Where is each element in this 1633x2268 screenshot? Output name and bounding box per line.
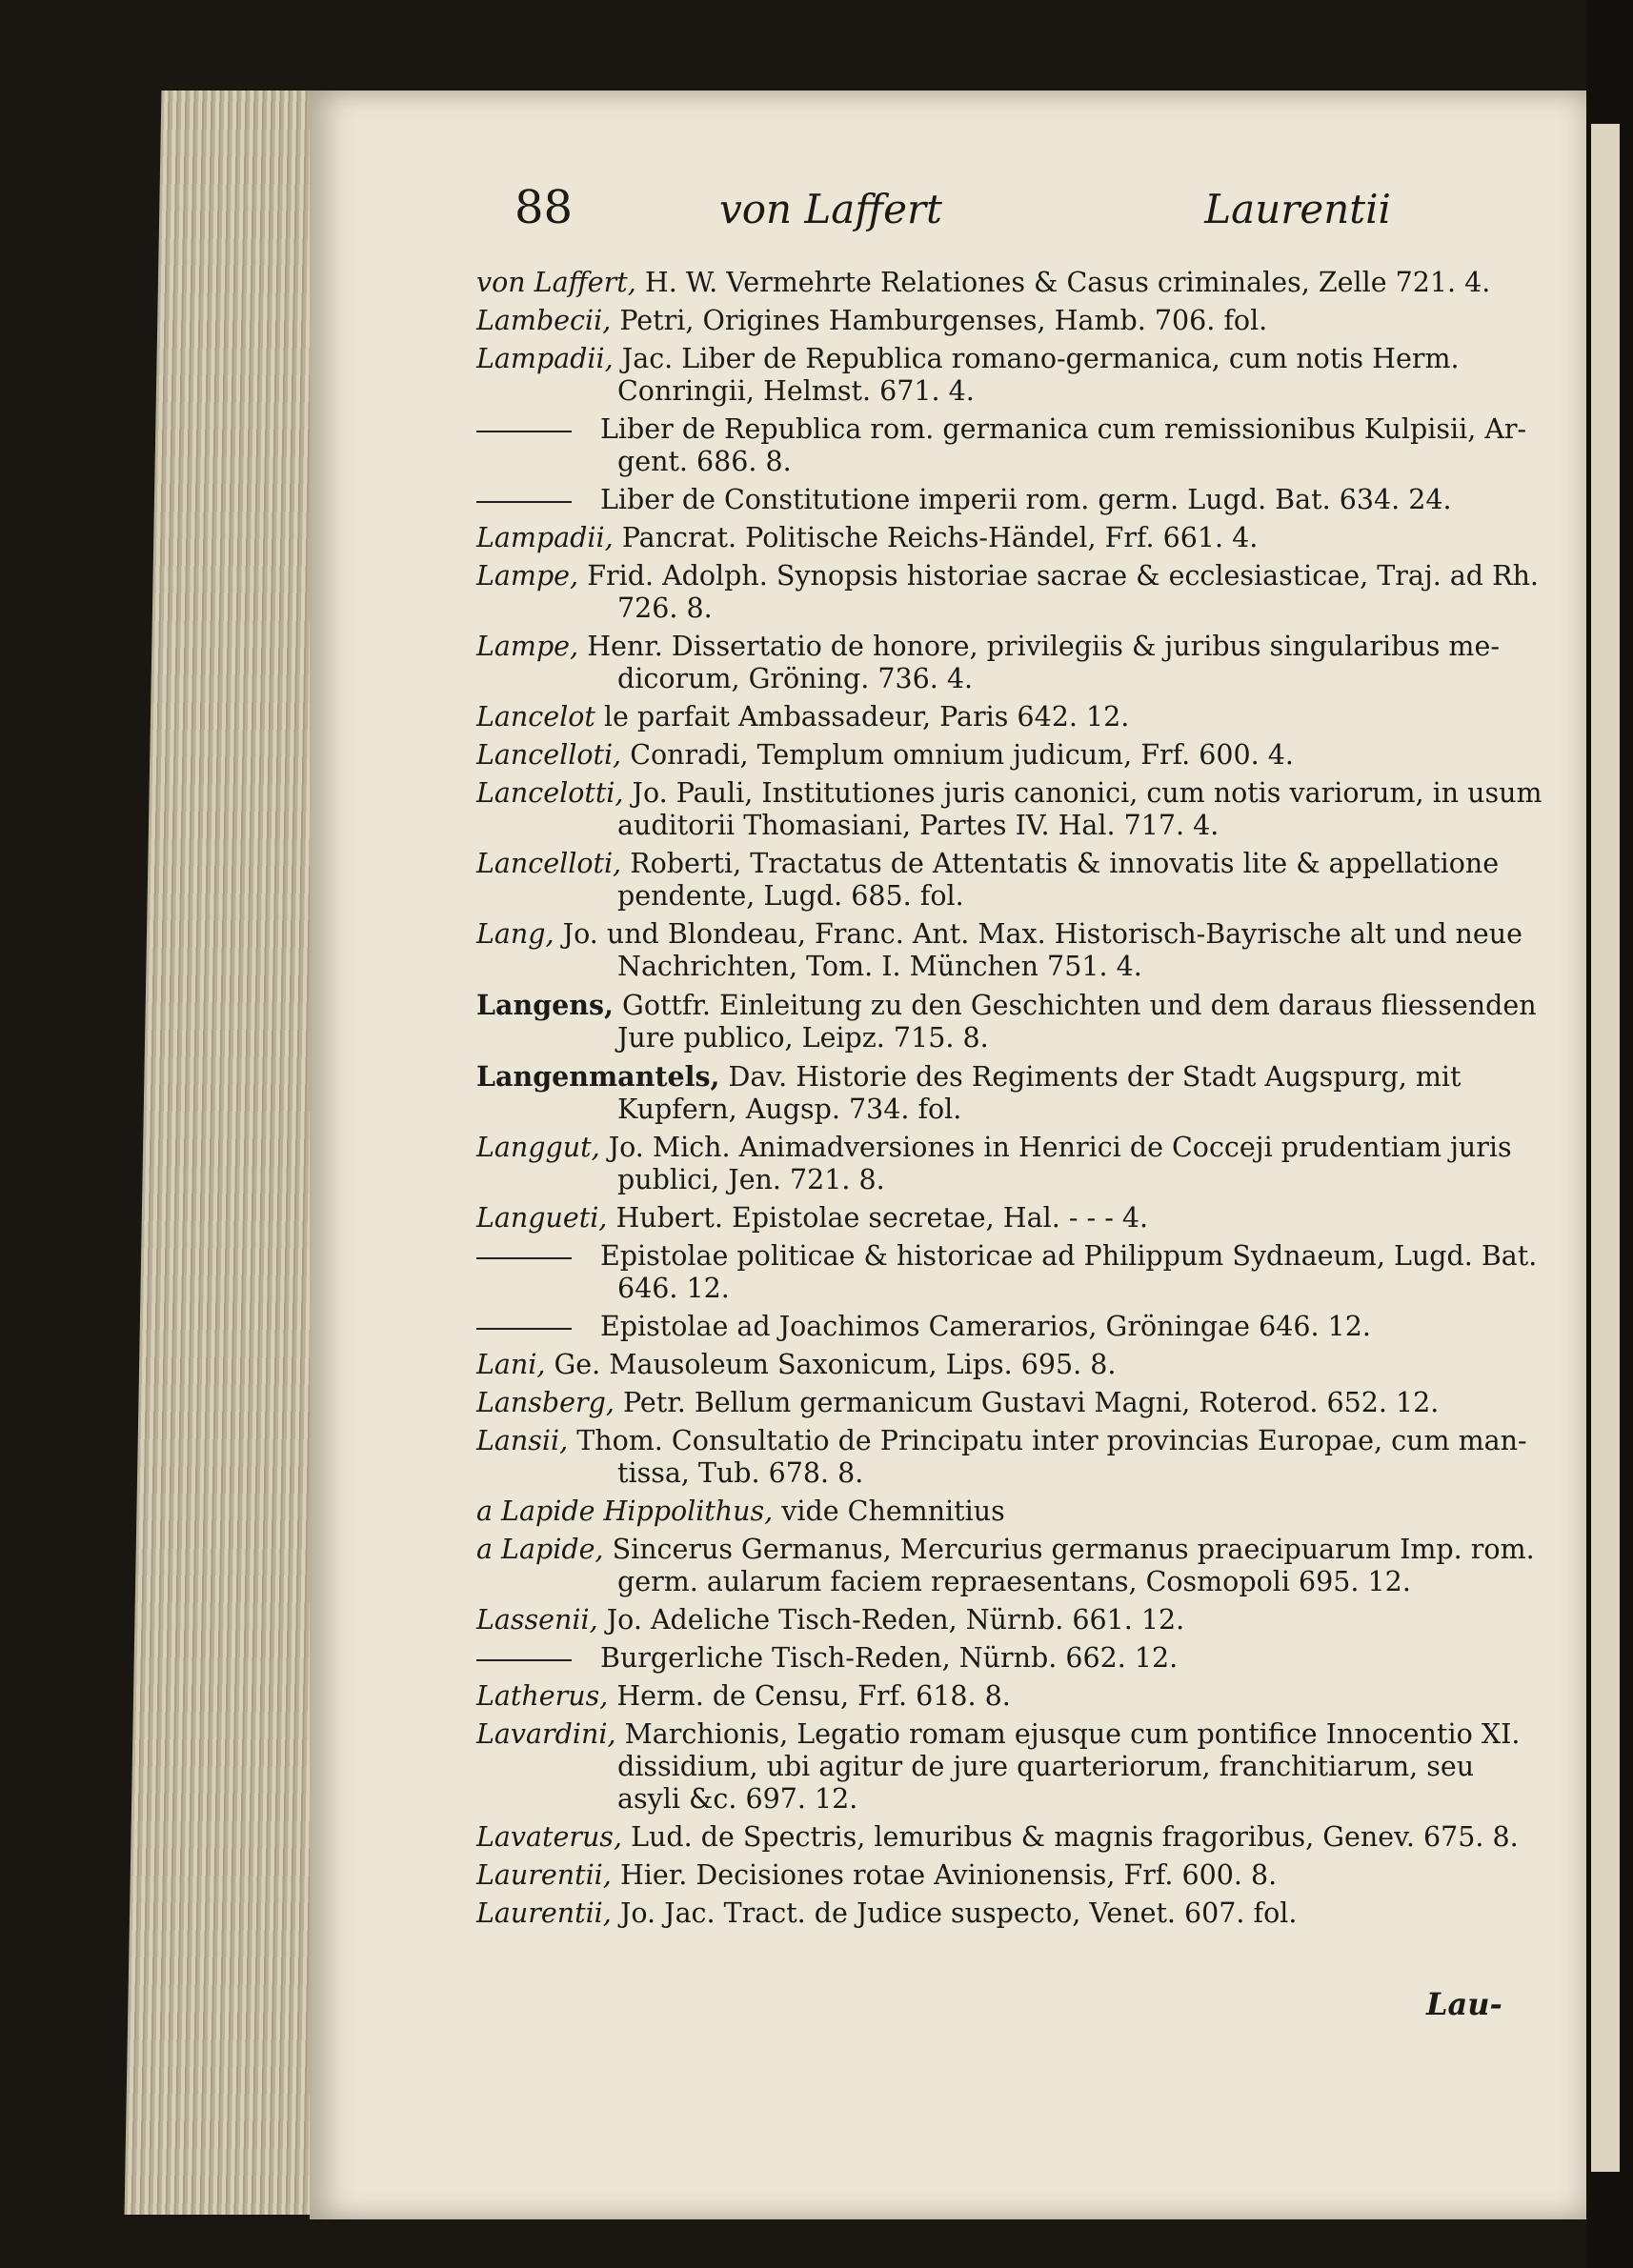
entry-author: Laurentii, [476, 1897, 612, 1929]
entry-author: Laurentii, [476, 1859, 612, 1891]
entry-text: dicorum, Gröning. 736. 4. [617, 663, 974, 694]
entry-author: Lambecii, [476, 305, 612, 336]
entry-line [476, 918, 1543, 951]
ditto-dash [476, 1257, 572, 1259]
entry-text: Conringii, Helmst. 671. 4. [617, 375, 975, 407]
ditto-dash [476, 1659, 572, 1661]
entry-line [476, 1859, 1543, 1892]
bibliography-entry [476, 1387, 1543, 1419]
bibliography-entry [476, 701, 1543, 733]
entry-text: Frid. Adolph. Synopsis historiae sacrae & ecclesiasticae, Traj. ad Rh. [587, 560, 1539, 592]
entry-line [476, 1897, 1543, 1930]
entry-author: Lani, [476, 1349, 546, 1380]
entry-text: Jo. und Blondeau, Franc. Ant. Max. Historisch-Bayrische alt und neue [562, 918, 1522, 950]
entry-text: Henr. Dissertatio de honore, privilegiis & juribus singularibus me- [587, 631, 1500, 662]
entry-author: Langgut, [476, 1132, 600, 1163]
bibliography-entry [476, 1311, 1543, 1343]
entry-text: Marchionis, Legatio romam ejusque cum pontifice Innocentio XI. [624, 1718, 1521, 1750]
bibliography-entry [476, 1680, 1543, 1713]
entry-text: Thom. Consultatio de Principatu inter provincias Europae, cum man- [576, 1425, 1527, 1456]
bibliography-entry [476, 1202, 1543, 1234]
bibliography-entry [476, 631, 1543, 695]
catchword: Lau- [1426, 1986, 1502, 2022]
entry-author: Langueti, [476, 1202, 608, 1234]
entry-text: Jo. Pauli, Institutiones juris canonici, cum notis variorum, in usum [632, 777, 1542, 809]
entry-line [476, 1132, 1543, 1164]
entry-text: auditorii Thomasiani, Partes IV. Hal. 717. 4. [617, 810, 1220, 841]
entry-author: Langens, [476, 989, 614, 1021]
entry-line [476, 848, 1543, 880]
bibliography-entry [476, 777, 1543, 842]
entry-text: publici, Jen. 721. 8. [617, 1164, 885, 1195]
entry-author: Lampe, [476, 560, 579, 592]
entry-text: dissidium, ubi agitur de jure quarteriorum, franchitiarum, seu [617, 1751, 1475, 1782]
bibliography-entry [476, 848, 1543, 913]
entry-line [476, 1022, 1543, 1054]
entry-text: H. W. Vermehrte Relationes & Casus criminales, Zelle 721. 4. [644, 267, 1491, 298]
bibliography-entry [476, 989, 1543, 1054]
entry-author: von Laffert, [476, 267, 636, 298]
entry-text: Petr. Bellum germanicum Gustavi Magni, Roterod. 652. 12. [623, 1387, 1440, 1418]
entry-text: Gottfr. Einleitung zu den Geschichten und dem daraus fliessenden [622, 990, 1537, 1021]
entry-author: Lampadii, [476, 343, 614, 374]
bibliography-entries [476, 267, 1543, 1936]
bibliography-entry [476, 1060, 1543, 1126]
entry-text: Burgerliche Tisch-Reden, Nürnb. 662. 12. [600, 1642, 1179, 1674]
entry-text: germ. aularum faciem repraesentans, Cosmopoli 695. 12. [617, 1566, 1411, 1597]
entry-line [476, 1751, 1543, 1783]
entry-author: Langenmantels, [476, 1060, 720, 1093]
ditto-dash [476, 1328, 572, 1330]
ditto-dash [476, 501, 572, 503]
running-head-right: Laurentii [1204, 186, 1391, 232]
bibliography-entry [476, 413, 1543, 478]
entry-line [476, 1680, 1543, 1713]
bibliography-entry [476, 739, 1543, 772]
entry-line [476, 413, 1543, 446]
entry-author: a Lapide, [476, 1534, 604, 1565]
entry-line [476, 446, 1543, 478]
entry-author: a Lapide Hippolithus, [476, 1495, 774, 1527]
entry-line [476, 1094, 1543, 1126]
entry-line [476, 1821, 1543, 1854]
entry-line [476, 1349, 1543, 1381]
entry-line [476, 810, 1543, 842]
entry-text: Hier. Decisiones rotae Avinionensis, Frf. 600. 8. [619, 1859, 1278, 1891]
entry-text: gent. 686. 8. [617, 446, 792, 477]
entry-line [476, 484, 1543, 516]
bibliography-entry [476, 343, 1543, 408]
entry-text: vide Chemnitius [781, 1495, 1005, 1527]
bibliography-entry [476, 522, 1543, 554]
entry-author: Lampadii, [476, 522, 614, 553]
entry-author: Lampe, [476, 631, 579, 662]
entry-line [476, 1425, 1543, 1457]
entry-line [476, 522, 1543, 554]
entry-text: Herm. de Censu, Frf. 618. 8. [616, 1680, 1011, 1712]
entry-line [476, 951, 1543, 983]
entry-author: Lavardini, [476, 1718, 616, 1750]
entry-line [476, 560, 1543, 592]
entry-text: asyli &c. 697. 12. [617, 1783, 858, 1815]
page-number: 88 [514, 181, 574, 234]
entry-line [476, 1273, 1543, 1305]
entry-text: Liber de Constitutione imperii rom. germ. Lugd. Bat. 634. 24. [600, 484, 1452, 515]
entry-text: Hubert. Epistolae secretae, Hal. - - - 4. [615, 1202, 1149, 1234]
entry-line [476, 631, 1543, 663]
entry-text: 726. 8. [617, 592, 713, 624]
entry-line [476, 1718, 1543, 1751]
entry-text: Conradi, Templum omnium judicum, Frf. 600. 4. [630, 739, 1294, 771]
entry-text: Jac. Liber de Republica romano-germanica, cum notis Herm. [621, 343, 1460, 374]
entry-author: Lancelloti, [476, 848, 622, 879]
entry-author: Lancelot [476, 701, 595, 733]
entry-text: Liber de Republica rom. germanica cum remissionibus Kulpisii, Ar- [600, 413, 1527, 445]
entry-text: Pancrat. Politische Reichs-Händel, Frf. 661. 4. [621, 522, 1259, 553]
entry-line [476, 375, 1543, 408]
entry-line [476, 1534, 1543, 1566]
entry-text: pendente, Lugd. 685. fol. [617, 880, 964, 912]
entry-author: Lansberg, [476, 1387, 615, 1418]
facing-page-edge [1591, 124, 1620, 2172]
entry-text: Jure publico, Leipz. 715. 8. [617, 1022, 989, 1054]
entry-text: Petri, Origines Hamburgenses, Hamb. 706. fol. [619, 305, 1268, 336]
entry-line [476, 880, 1543, 913]
entry-line [476, 989, 1543, 1022]
entry-line [476, 1387, 1543, 1419]
entry-text: Nachrichten, Tom. I. München 751. 4. [617, 951, 1142, 982]
entry-text: Ge. Mausoleum Saxonicum, Lips. 695. 8. [554, 1349, 1117, 1380]
bibliography-entry [476, 1718, 1543, 1816]
entry-author: Lang, [476, 918, 554, 950]
entry-line [476, 1604, 1543, 1636]
entry-line [476, 1060, 1543, 1094]
entry-text: Dav. Historie des Regiments der Stadt Augspurg, mit [728, 1061, 1462, 1093]
entry-line [476, 663, 1543, 695]
entry-author: Lansii, [476, 1425, 569, 1456]
entry-line [476, 267, 1543, 299]
entry-text: Kupfern, Augsp. 734. fol. [617, 1094, 962, 1125]
entry-line [476, 1240, 1543, 1273]
bibliography-entry [476, 1425, 1543, 1490]
entry-line [476, 1783, 1543, 1816]
entry-line [476, 1164, 1543, 1196]
bibliography-entry [476, 1349, 1543, 1381]
entry-line [476, 1495, 1543, 1528]
entry-text: Jo. Mich. Animadversiones in Henrici de Cocceji prudentiam juris [608, 1132, 1512, 1163]
entry-line [476, 1202, 1543, 1234]
bibliography-entry [476, 1859, 1543, 1892]
bibliography-entry [476, 1821, 1543, 1854]
entry-line [476, 1566, 1543, 1598]
entry-text: tissa, Tub. 678. 8. [617, 1457, 864, 1489]
bibliography-entry [476, 1604, 1543, 1636]
bibliography-entry [476, 560, 1543, 625]
entry-text: Jo. Adeliche Tisch-Reden, Nürnb. 661. 12. [606, 1604, 1185, 1636]
entry-text: le parfait Ambassadeur, Paris 642. 12. [603, 701, 1130, 733]
bibliography-entry [476, 267, 1543, 299]
entry-author: Lavaterus, [476, 1821, 622, 1853]
entry-line [476, 777, 1543, 810]
entry-author: Latherus, [476, 1680, 609, 1712]
entry-text: Roberti, Tractatus de Attentatis & innovatis lite & appellatione [630, 848, 1500, 879]
entry-text: Epistolae ad Joachimos Camerarios, Gröningae 646. 12. [600, 1311, 1371, 1342]
bibliography-entry [476, 1240, 1543, 1305]
bibliography-entry [476, 484, 1543, 516]
entry-text: Lud. de Spectris, lemuribus & magnis fragoribus, Genev. 675. 8. [631, 1821, 1519, 1853]
bibliography-entry [476, 1534, 1543, 1598]
entry-text: Sincerus Germanus, Mercurius germanus praecipuarum Imp. rom. [612, 1534, 1535, 1565]
entry-line [476, 1642, 1543, 1675]
bibliography-entry [476, 1132, 1543, 1196]
entry-text: 646. 12. [617, 1273, 730, 1304]
entry-line [476, 739, 1543, 772]
ditto-dash [476, 431, 572, 432]
page-header [514, 181, 1391, 267]
entry-text: Jo. Jac. Tract. de Judice suspecto, Venet. 607. fol. [619, 1897, 1298, 1929]
bibliography-entry [476, 305, 1543, 337]
entry-line [476, 592, 1543, 625]
entry-author: Lancelloti, [476, 739, 622, 771]
entry-author: Lassenii, [476, 1604, 598, 1636]
entry-line [476, 343, 1543, 375]
bibliography-entry [476, 1897, 1543, 1930]
entry-line [476, 701, 1543, 733]
entry-line [476, 305, 1543, 337]
entry-line [476, 1457, 1543, 1490]
entry-line [476, 1311, 1543, 1343]
bibliography-entry [476, 1495, 1543, 1528]
entry-author: Lancelotti, [476, 777, 624, 809]
bibliography-entry [476, 918, 1543, 983]
running-head-left: von Laffert [719, 186, 942, 232]
entry-text: Epistolae politicae & historicae ad Philippum Sydnaeum, Lugd. Bat. [600, 1240, 1538, 1272]
bibliography-entry [476, 1642, 1543, 1675]
